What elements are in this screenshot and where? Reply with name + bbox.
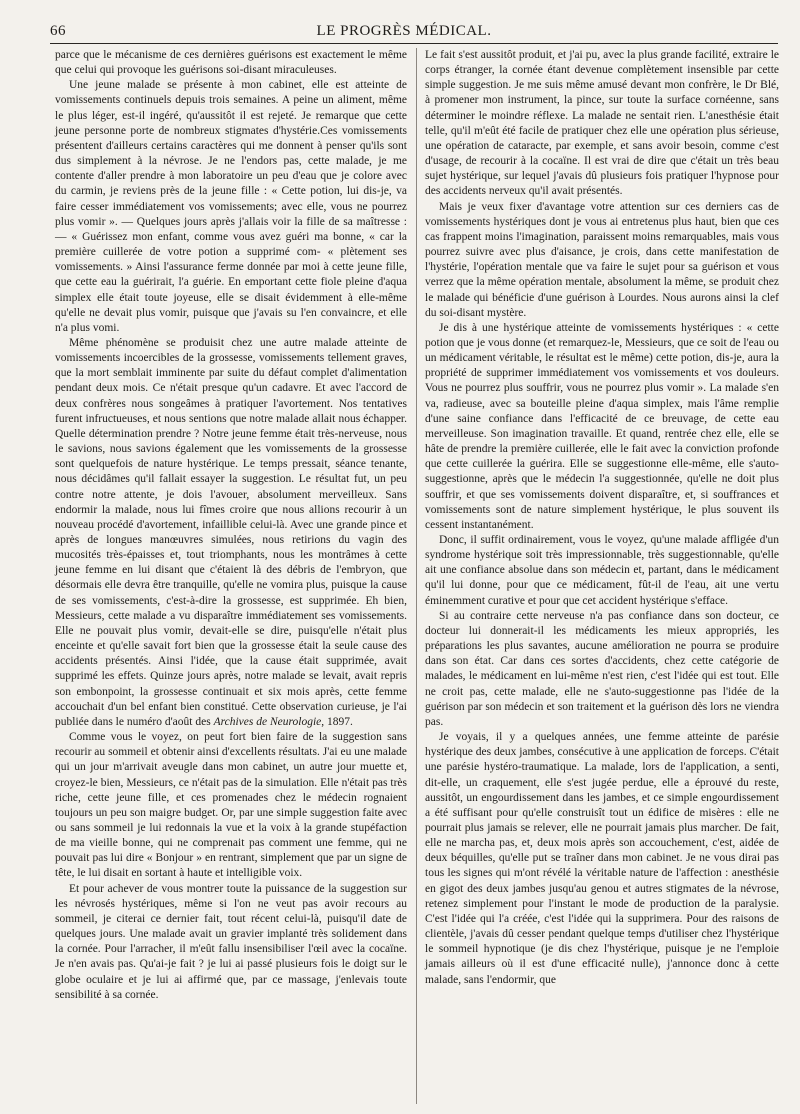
paragraph: Donc, il suffit ordinairement, vous le voyez, qu'une malade affligée d'un syndrome hystérique soit très impressionnable, très suggestionnable, qu'elle ait une confiance absolue dans son médecin et, partant, dans le médicament qu'il lui donne, pour que ce médicament, fût-il de l'eau, ait une vertu éminemment curative et pour que cet accident hystérique s'efface. — [425, 534, 779, 607]
journal-citation: Archives de Neurologie — [213, 715, 322, 728]
right-column — [425, 48, 779, 1108]
paragraph: parce que le mécanisme de ces dernières guérisons est exactement le même que celui qui provoque les guérisons soi-disant miraculeuses. — [55, 49, 407, 77]
page-header — [50, 21, 778, 41]
paragraph: Mais je veux fixer d'avantage votre attention sur ces derniers cas de vomissements hystériques dont je vous ai entretenus plus haut, bien que ces cas frappent moins l'imagination, paraissent moins remarquables, mais vous pourrez suivre avec plus d'aisance, je crois, dans cette manifestation de l'hystérie, l'opération mentale que va faire le sujet pour sa guérison et vous verrez que la même opération mentale, absolument la même, se produit chez le malade qui bénéficie d'une guérison à Lourdes. Nous aurons ainsi la clef du soi-disant mystère. — [425, 200, 779, 319]
paragraph-text: Même phénomène se produisit chez une autre malade atteinte de vomissements incoercibles de la grossesse, vomissements tellement graves, que la mort semblait imminente par suite du défaut complet d'alimentation pendant deux mois. Ce n'était presque qu'un cadavre. Et avec l'accord de deux confrères nous songeâmes à pratiquer l'avortement. Nos tentatives furent infructueuses, et nous sentions que notre malade allait nous échapper. Quelle détermination prendre ? Notre jeune femme était très-nerveuse, nous le savions, nous savions également que les vomissements de la grossesse sont quelquefois de nature hystérique. Le temps pressait, séance tenante, nous décidâmes qu'il fallait essayer la suggestion. Le résultat fut, un peu contre notre attente, je dois l'avouer, absolument merveilleux. Sans endormir la malade, nous lui fîmes croire que nous allions recourir à un nouveau procédé d'avortement, infaillible celui-là. Avec une grande pince et après de longues manœuvres simulées, nous retirions du vagin des mucosités très-épaisses et, tout triomphants, nous les montrâmes à cette jeune femme en lui disant que c'étaient là des débris de l'embryon, que désormais elle devra être tranquille, qu'elle ne vomira plus, puisque la cause de ses vomissements, c'est-à-dire la grossesse, est supprimée. Eh bien, Messieurs, cette malade a vu disparaître immédiatement ses vomissements. Elle ne pouvait plus vomir, devait-elle se dire, puisqu'elle n'était plus enceinte et qu'elle savait fort bien que la grossesse était la seule cause des accidents présentés. Ainsi l'idée, que la cause était supprimée, avait supprimé les effets. Quinze jours après, notre malade se levait, avait repris son embonpoint, la grossesse continuait et six mois après, cette femme accouchait d'un bel enfant bien constitué. Cette observation curieuse, je l'ai publiée dans le numéro d'août des — [55, 336, 407, 728]
citation-year: , 1897. — [321, 715, 353, 728]
paragraph: Comme vous le voyez, on peut fort bien faire de la suggestion sans recourir au sommeil et obtenir ainsi d'excellents résultats. J'ai eu une malade qui un jour m'arrivait aveugle dans mon cabinet, un autre jour muette et, croyez-le bien, Messieurs, ce n'était pas de la simulation. Elle n'était pas très riche, cette jeune fille, et ces promenades chez le médecin rognaient toujours un peu son maigre budget. Or, par une simple suggestion faite avec ou sans sommeil je lui redonnais la vue et la voix à la grande stupéfaction de ma vieille bonne, qui ne comprenait pas comment une femme, qui ne pouvait pas lui dire « Bonjour » en rentrant, simplement que par un signe de tête, le lui disait en sortant à haute et intelligible voix. — [55, 731, 407, 880]
paragraph: Et pour achever de vous montrer toute la puissance de la suggestion sur les névrosés hystériques, même si l'on ne veut pas avoir recours au sommeil, je citerai ce dernier fait, tout récent celui-là, puisqu'il date de quelques jours. Une malade avait un gravier implanté très solidement dans la cornée. Pour l'arracher, il m'eût fallu insensibiliser l'œil avec la cocaïne. Je n'en avais pas. Qu'ai-je fait ? je lui ai passé plusieurs fois le doigt sur le globe oculaire et je lui ai affirmé que, par ce massage, j'enlevais toute sensibilité à sa cornée. — [55, 882, 407, 1001]
paragraph — [55, 336, 407, 730]
left-column — [55, 48, 407, 1108]
page-number: 66 — [50, 22, 66, 39]
header-rule — [50, 43, 778, 44]
column-divider — [416, 48, 417, 1104]
paragraph: Je dis à une hystérique atteinte de vomissements hystériques : « cette potion que je vous donne (et remarquez-le, Messieurs, que ce soit de l'eau ou un médicament véritable, le résultat est le même) cette potion, dis-je, aura la propriété de supprimer immédiatement vos vomissements et vos douleurs. Vous ne pourrez plus souffrir, vous ne pourrez plus vomir ». La malade s'en va, radieuse, avec sa bouteille pleine d'aqua simplex, mais l'âme remplie d'une saine confiance dans l'efficacité de ce breuvage, de cette eau merveilleuse. Son imagination travaille. Et quand, rentrée chez elle, elle se hâte de prendre la première cuillerée, elle le fait avec la conviction profonde que cette cuillerée la guérira. Elle se suggestionne elle-même, elle s'auto-suggestionne, après que le médecin l'a suggestionnée, qu'elle ne doit plus souffrir, et que ses vomissements doivent disparaître, et, si souffrances et vomissements sont de nature simplement hystérique, le plus souvent ils cessent instantanément. — [425, 321, 779, 531]
journal-title: LE PROGRÈS MÉDICAL. — [316, 22, 492, 39]
paragraph: Si au contraire cette nerveuse n'a pas confiance dans son docteur, ce docteur lui donnerait-il les médicaments les mieux appropriés, les préparations les plus savantes, aucune amélioration ne pourra se produire dans son état. Car dans ces sortes d'accidents, chez cette catégorie de malades, le médicament en lui-même n'est rien, c'est l'idée qui est tout. Elle ne croit pas, cette malade, elle ne s'auto-suggestionne pas l'idée de la guérison par son médecin et son traitement et la guérison dès lors ne viendra pas. — [425, 609, 779, 728]
paragraph: Je voyais, il y a quelques années, une femme atteinte de parésie hystérique des deux jambes, consécutive à une application de forceps. C'était une parésie hystéro-traumatique. La malade, lors de l'application, a senti, dit-elle, un craquement, elle s'est jugée perdue, elle a éprouvé du reste, aussitôt, un engourdissement dans les jambes, et ce simple engourdissement a été suffisant pour qu'elle construisît tout un édifice de misères : elle ne pourrait plus jamais se relever, elle ne pourrait jamais plus marcher. De fait, elle ne marcha pas, et, deux mois après son accouchement, c'est, aidée de deux béquilles, qu'elle put se traîner dans mon cabinet. Je ne vous dirai pas tous les signes qui m'ont révélé la véritable nature de l'affection : anesthésie en gigot des deux jambes jusqu'au genou et autres stigmates de la névrose, retenez simplement pour l'instant le mode de production de la paralysie. C'est l'idée qui l'a créée, c'est l'idée qui la supprimera. Pour des raisons de clientèle, j'avais dû cesser pendant quelque temps d'utiliser chez l'hystérique le sommeil hypnotique (je dis chez l'hystérique, puisque je ne l'emploie jamais ailleurs où il est d'une efficacité nulle), j'annonce donc à cette malade, sans l'endormir, que — [425, 731, 779, 986]
paragraph: Une jeune malade se présente à mon cabinet, elle est atteinte de vomissements continuels depuis trois semaines. A peine un aliment, même le plus léger, est-il ingéré, qu'aussitôt il est rejeté. Je remarque que cette jeune personne porte de nombreux stigmates d'hystérie.Ces vomissements présentent d'ailleurs certains caractères qui me donnent à penser qu'ils sont dus simplement à la névrose. Je ne l'endors pas, cette malade, je me contente d'aller prendre à mon laboratoire un peu d'eau que je colore avec du carmin, je reviens près de la jeune fille : « Cette potion, lui dis-je, va faire cesser immédiatement vos vomissements; avec elle, vous ne pourrez plus vomir ». — Quelques jours après j'allais voir la fille de sa maîtresse : — « Guérissez mon enfant, comme vous avez guéri ma bonne, « car la première cuillerée de votre potion a supprimé com- « plètement ses vomissements. » Ainsi l'assurance ferme donnée par moi à cette jeune fille, que cette eau la guérirait, l'a guérie. En emportant cette fiole pleine d'aqua simplex elle était toute joyeuse, elle se disait évidemment à elle-même qu'elle ne devait plus vomir, puisque que j'avais su l'en convaincre, et elle n'a plus vomi. — [55, 79, 407, 334]
paragraph: Le fait s'est aussitôt produit, et j'ai pu, avec la plus grande facilité, extraire le corps étranger, la cornée étant devenue complètement insensible par cette simple suggestion. Je me suis même amusé devant mon confrère, le Dr Blé, à promener mon instrument, la pince, sur toute la surface cornéenne, sans déterminer le moindre réflexe. La malade ne sentait rien. L'anesthésie était telle, qu'il m'eût été facile de pratiquer chez elle une opération plus sérieuse, une opération de cataracte, par exemple, et sans avoir besoin, comme c'est d'usage, de recourir à la cocaïne. Il est vrai de dire que c'était un très beau sujet hystérique, sur lequel j'avais dû plusieurs fois pratiquer l'hypnose pour des accidents nerveux qu'il avait présentés. — [425, 49, 779, 198]
